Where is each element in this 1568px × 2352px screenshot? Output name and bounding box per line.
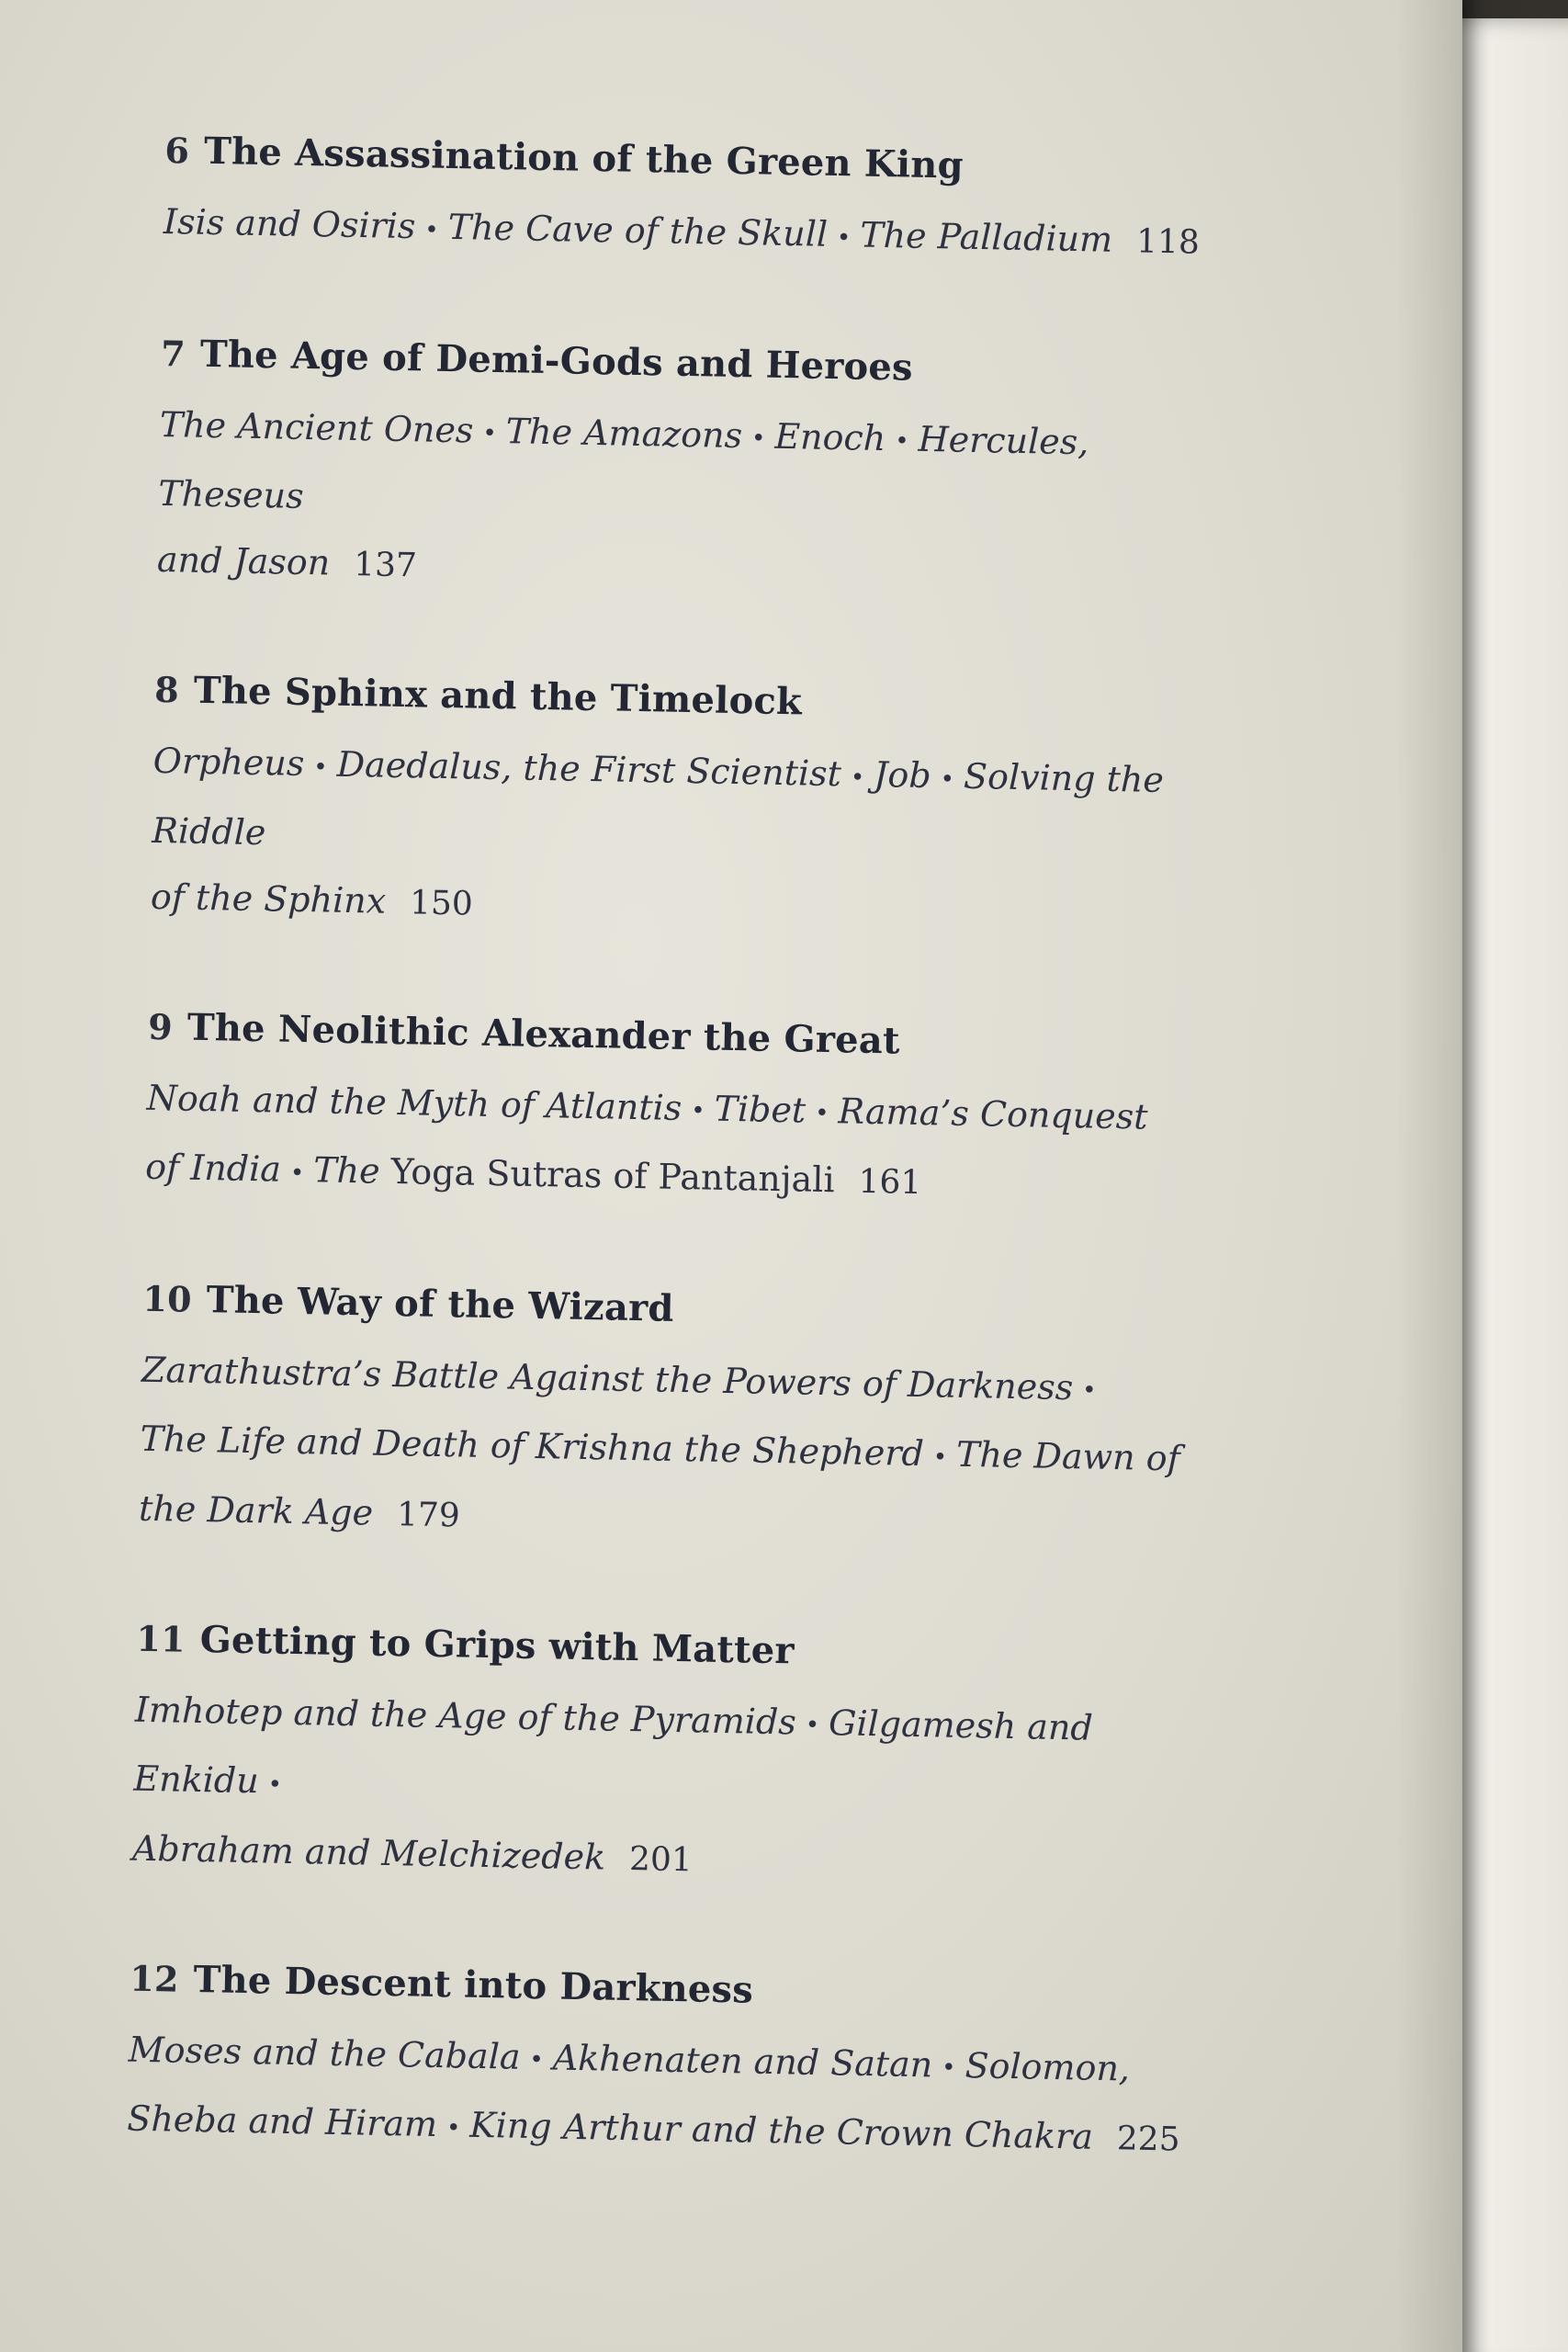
chapter-title: The Sphinx and the Timelock <box>193 668 803 724</box>
bullet-separator: • <box>289 1159 305 1187</box>
subtopic-text: King Arthur and the Crown Chakra <box>469 2104 1094 2157</box>
bullet-separator: • <box>805 1711 820 1739</box>
chapter-heading <box>136 1616 1239 1680</box>
page-number: 225 <box>1116 2120 1180 2159</box>
toc-entry <box>138 1276 1245 1564</box>
subtopic-text: Moses and the Cabala <box>128 2029 521 2077</box>
toc-entry <box>131 1616 1238 1904</box>
bullet-separator: • <box>482 419 497 447</box>
bullet-separator: • <box>529 2046 545 2075</box>
chapter-number: 7 <box>160 332 186 374</box>
bullet-separator: • <box>850 763 865 792</box>
subtopic-text: Job <box>873 753 932 797</box>
page-number: 179 <box>396 1495 461 1534</box>
bullet-separator: • <box>932 1442 948 1472</box>
subtopic-text: Sheba and Hiram <box>126 2098 438 2145</box>
subtopic-text: of the Sphinx <box>150 876 387 922</box>
page-number: 137 <box>353 546 418 585</box>
chapter-subtopics <box>131 1676 1191 1903</box>
chapter-heading <box>164 129 1268 193</box>
chapter-subtopics <box>138 1336 1198 1563</box>
subtopic-text: The Dawn of <box>955 1433 1181 1479</box>
chapter-subtopics <box>127 2016 1186 2175</box>
chapter-number: 11 <box>136 1617 186 1660</box>
subtopic-text: The Amazons <box>505 410 743 456</box>
chapter-title: Getting to Grips with Matter <box>199 1617 795 1672</box>
toc-entry <box>145 1004 1251 1224</box>
bullet-separator: • <box>814 1099 829 1128</box>
bullet-separator: • <box>1081 1376 1097 1405</box>
subtopic-line <box>158 390 1217 547</box>
subtopic-text: The <box>312 1149 380 1192</box>
subtopic-text: Enoch <box>774 415 886 458</box>
chapter-title: The Way of the Wizard <box>206 1277 674 1330</box>
bullet-separator: • <box>940 764 955 794</box>
subtopic-text: Hercules, Theseus <box>157 418 1089 516</box>
subtopic-text: Zarathustra’s Battle Against the Powers of Darkness <box>141 1349 1074 1408</box>
chapter-heading <box>148 1004 1251 1069</box>
subtopic-text: The Cave of the Skull <box>447 206 829 254</box>
chapter-number: 6 <box>164 129 190 172</box>
chapter-heading <box>161 331 1264 395</box>
subtopic-text: Daedalus, the First Scientist <box>336 743 842 795</box>
table-of-contents <box>125 129 1268 2249</box>
chapter-title: The Assassination of the Green King <box>203 129 964 187</box>
subtopic-text: The Palladium <box>859 214 1113 260</box>
bullet-separator: • <box>446 2113 461 2143</box>
toc-entry <box>127 1956 1233 2176</box>
subtopic-text: Imhotep and the Age of the Pyramids <box>134 1689 797 1743</box>
bullet-separator: • <box>312 752 328 782</box>
bullet-separator: • <box>690 1097 705 1125</box>
subtopic-text: The Ancient Ones <box>159 403 474 450</box>
chapter-heading <box>142 1276 1246 1340</box>
subtopic-text: Akhenaten and Satan <box>552 2036 933 2085</box>
subtopic-text: Gilgamesh and Enkidu <box>133 1702 1094 1802</box>
toc-entry <box>150 668 1257 952</box>
subtopic-text: Solving the Riddle <box>151 755 1165 853</box>
subtopic-text: Orpheus <box>152 740 305 785</box>
chapter-title: The Age of Demi-Gods and Heroes <box>199 332 914 390</box>
subtopic-line <box>163 188 1220 278</box>
chapter-subtopics <box>145 1064 1204 1223</box>
toc-entry <box>163 129 1267 279</box>
subtopic-text: Isis and Osiris <box>163 200 416 247</box>
chapter-number: 12 <box>129 1957 180 2000</box>
bullet-separator: • <box>836 223 852 252</box>
chapter-number: 9 <box>147 1005 174 1047</box>
chapter-title: The Neolithic Alexander the Great <box>186 1005 901 1063</box>
chapter-subtopics <box>163 188 1220 278</box>
bullet-separator: • <box>424 215 439 244</box>
chapter-subtopics <box>156 390 1216 615</box>
chapter-heading <box>130 1956 1233 2020</box>
chapter-title: The Descent into Darkness <box>193 1957 754 2012</box>
chapter-number: 8 <box>153 668 180 711</box>
page-number: 201 <box>628 1839 694 1879</box>
subtopic-text: The Life and Death of Krishna the Shepherd <box>140 1418 925 1475</box>
subtopic-text: Abraham and Melchizedek <box>131 1827 606 1878</box>
subtopic-text: and Jason <box>156 538 331 583</box>
subtopic-text: Solomon, <box>964 2044 1131 2089</box>
subtopic-line <box>152 728 1211 884</box>
page-number: 118 <box>1135 222 1201 262</box>
bullet-separator: • <box>894 427 909 456</box>
subtopic-text: Noah and the Myth of Atlantis <box>146 1077 682 1128</box>
subtopic-text: of India <box>144 1146 282 1190</box>
page-number: 161 <box>858 1162 922 1203</box>
subtopic-text-upright: Yoga Sutras of Pantanjali <box>390 1150 836 1201</box>
chapter-number: 10 <box>142 1277 193 1320</box>
subtopic-text: Tibet <box>714 1088 807 1131</box>
bullet-separator: • <box>750 424 766 453</box>
subtopic-text: the Dark Age <box>138 1487 374 1533</box>
page-number: 150 <box>409 883 474 923</box>
chapter-subtopics <box>150 728 1210 952</box>
bullet-separator: • <box>941 2053 956 2082</box>
subtopic-text: Rama’s Conquest <box>838 1090 1148 1137</box>
subtopic-line <box>133 1676 1192 1835</box>
toc-entry <box>156 331 1263 615</box>
bullet-separator: • <box>267 1770 283 1799</box>
chapter-heading <box>154 668 1258 732</box>
